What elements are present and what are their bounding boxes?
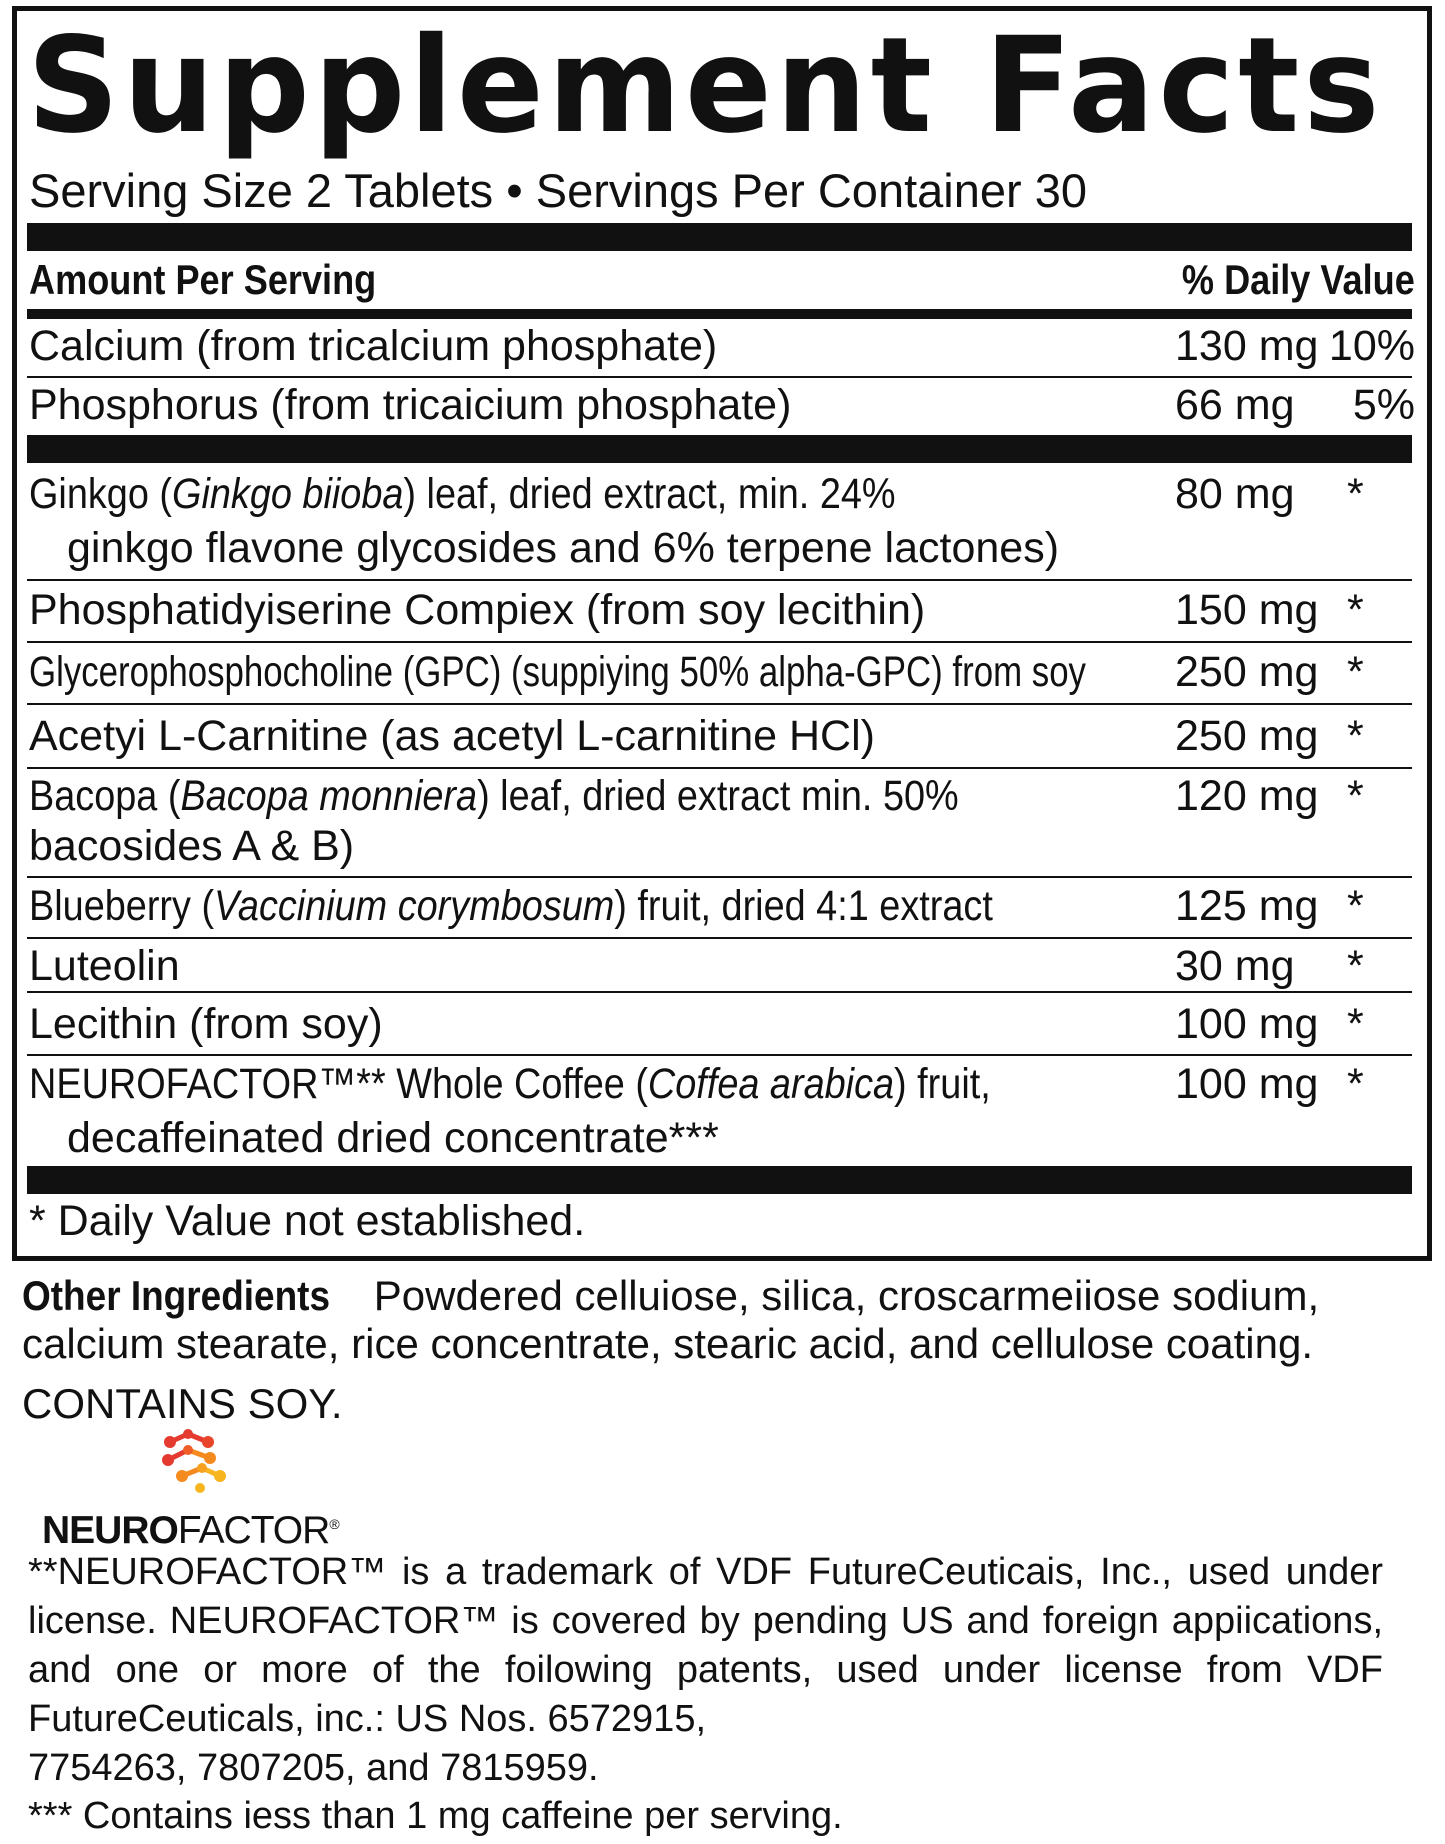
row-divider xyxy=(27,876,1412,878)
ginkgo-amount: 80 mg xyxy=(1175,470,1295,518)
other-ingredients xyxy=(22,1272,1437,1368)
acetyl-l-carnitine-name: Acetyi L-Carnitine (as acetyl L-carnitine HCl) xyxy=(29,712,875,760)
lecithin-amount: 100 mg xyxy=(1175,1000,1319,1048)
neurofactor-molecule-icon xyxy=(158,1428,230,1494)
bacopa-name: Bacopa (Bacopa monniera) leaf, dried extract min. 50% xyxy=(29,772,959,820)
ginkgo-name-line2: ginkgo flavone glycosides and 6% terpene lactones) xyxy=(67,524,1060,572)
row-divider xyxy=(27,641,1412,643)
other-ingredients-label: Other Ingredients xyxy=(22,1272,331,1319)
phosphatidylserine-dv: * xyxy=(1347,586,1364,634)
phosphorus-dv: 5% xyxy=(1352,381,1415,429)
serving-info: Serving Size 2 Tablets • Servings Per Container 30 xyxy=(29,164,1087,217)
lecithin-name: Lecithin (from soy) xyxy=(29,1000,383,1048)
neurofactor-coffee-amount: 100 mg xyxy=(1175,1060,1319,1108)
acetyl-l-carnitine-dv: * xyxy=(1347,712,1364,760)
daily-value-footnote: * Daily Value not established. xyxy=(29,1197,586,1245)
gpc-dv: * xyxy=(1347,648,1364,696)
gpc-name: Glycerophosphocholine (GPC) (suppiying 50% alpha-GPC) from soy xyxy=(29,648,1086,696)
luteolin-dv: * xyxy=(1347,942,1364,990)
blueberry-name: Blueberry (Vaccinium corymbosum) fruit, dried 4:1 extract xyxy=(29,882,993,930)
ginkgo-name: Ginkgo (Ginkgo biioba) leaf, dried extract, min. 24% xyxy=(29,470,896,518)
bacopa-dv: * xyxy=(1347,772,1364,820)
neurofactor-logo-text: NEUROFACTOR® xyxy=(42,1509,339,1552)
blueberry-dv: * xyxy=(1347,882,1364,930)
row-divider xyxy=(27,1054,1412,1056)
acetyl-l-carnitine-amount: 250 mg xyxy=(1175,712,1319,760)
row-divider xyxy=(27,703,1412,705)
supplement-facts-panel xyxy=(12,6,1432,1261)
amount-per-serving-header: Amount Per Serving xyxy=(29,256,377,303)
row-divider xyxy=(27,991,1412,993)
bacopa-amount: 120 mg xyxy=(1175,772,1319,820)
row-divider xyxy=(27,579,1412,581)
phosphatidylserine-name: Phosphatidyiserine Compiex (from soy lecithin) xyxy=(29,586,926,634)
other-ingredients-text: Powdered celluiose, silica, croscarmeiiose sodium, calcium stearate, rice concentrate, stearic acid, and cellulose coating. xyxy=(22,1272,1320,1367)
patent-numbers: 7754263, 7807205, and 7815959. xyxy=(28,1747,599,1789)
luteolin-name: Luteolin xyxy=(29,942,180,990)
phosphorus-amount: 66 mg xyxy=(1175,381,1295,429)
caffeine-footnote: *** Contains iess than 1 mg caffeine per serving. xyxy=(28,1795,843,1837)
daily-value-header: % Daily Value xyxy=(1182,256,1415,303)
medium-divider xyxy=(27,309,1412,319)
allergen-statement: CONTAINS SOY. xyxy=(22,1380,343,1427)
thick-divider xyxy=(27,435,1412,463)
panel-title: Supplement Facts xyxy=(27,9,1384,163)
neurofactor-coffee-dv: * xyxy=(1347,1060,1364,1108)
neurofactor-coffee-name-line2: decaffeinated dried concentrate*** xyxy=(67,1114,719,1162)
thick-divider xyxy=(27,223,1412,251)
calcium-amount: 130 mg xyxy=(1175,322,1319,370)
luteolin-amount: 30 mg xyxy=(1175,942,1295,990)
blueberry-amount: 125 mg xyxy=(1175,882,1319,930)
calcium-name: Calcium (from tricalcium phosphate) xyxy=(29,322,718,370)
neurofactor-coffee-name: NEUROFACTOR™** Whole Coffee (Coffea arabica) fruit, xyxy=(29,1060,991,1108)
thick-divider xyxy=(27,1166,1412,1194)
ginkgo-dv: * xyxy=(1347,470,1364,518)
trademark-notice: **NEUROFACTOR™ is a trademark of VDF FutureCeuticais, Inc., used under license. NEUROFACTOR™ is covered by pending US and foreign appiications, and one or more of the foilowing patents, used under license from VDF FutureCeuticals, inc.: US Nos. 6572915, xyxy=(28,1551,1383,1740)
calcium-dv: 10% xyxy=(1328,322,1415,370)
lecithin-dv: * xyxy=(1347,1000,1364,1048)
gpc-amount: 250 mg xyxy=(1175,648,1319,696)
phosphatidylserine-amount: 150 mg xyxy=(1175,586,1319,634)
bacopa-name-line2: bacosides A & B) xyxy=(29,822,355,870)
phosphorus-name: Phosphorus (from tricaicium phosphate) xyxy=(29,381,792,429)
